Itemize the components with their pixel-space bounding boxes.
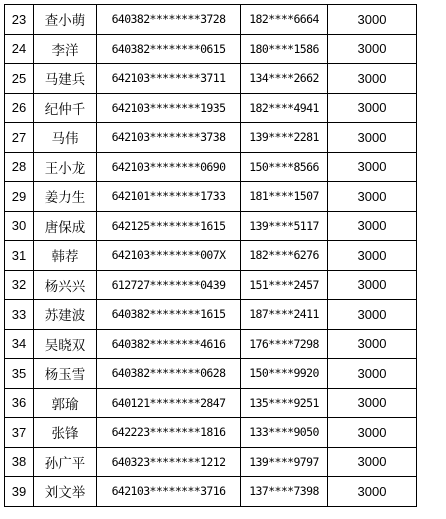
id-number-cell: 642101********1733 [97,182,241,212]
table-row [5,152,417,182]
row-index-cell: 30 [5,211,34,241]
amount-cell: 3000 [328,152,417,182]
name-cell: 吴晓双 [34,329,97,359]
table-row [5,270,417,300]
id-number-cell: 640382********3728 [97,5,241,35]
phone-cell: 182****6276 [241,241,328,271]
id-number-cell: 642223********1816 [97,418,241,448]
id-number-cell: 640382********0615 [97,34,241,64]
amount-cell: 3000 [328,270,417,300]
amount-cell: 3000 [328,64,417,94]
row-index-cell: 37 [5,418,34,448]
name-cell: 张锋 [34,418,97,448]
amount-cell: 3000 [328,300,417,330]
amount-cell: 3000 [328,418,417,448]
name-cell: 杨兴兴 [34,270,97,300]
table-row [5,418,417,448]
name-cell: 王小龙 [34,152,97,182]
table-row [5,5,417,35]
amount-cell: 3000 [328,477,417,507]
id-number-cell: 642103********3738 [97,123,241,153]
recipient-table-body [5,5,417,507]
table-row [5,182,417,212]
phone-cell: 139****5117 [241,211,328,241]
row-index-cell: 34 [5,329,34,359]
row-index-cell: 23 [5,5,34,35]
name-cell: 姜力生 [34,182,97,212]
phone-cell: 182****4941 [241,93,328,123]
table-row [5,123,417,153]
recipient-table [4,4,417,507]
phone-cell: 151****2457 [241,270,328,300]
row-index-cell: 33 [5,300,34,330]
id-number-cell: 640382********4616 [97,329,241,359]
phone-cell: 182****6664 [241,5,328,35]
amount-cell: 3000 [328,5,417,35]
id-number-cell: 642125********1615 [97,211,241,241]
table-row [5,477,417,507]
table-row [5,359,417,389]
phone-cell: 150****8566 [241,152,328,182]
table-row [5,388,417,418]
id-number-cell: 640323********1212 [97,447,241,477]
name-cell: 刘文举 [34,477,97,507]
amount-cell: 3000 [328,329,417,359]
phone-cell: 176****7298 [241,329,328,359]
phone-cell: 180****1586 [241,34,328,64]
amount-cell: 3000 [328,388,417,418]
table-row [5,447,417,477]
table-row [5,329,417,359]
row-index-cell: 27 [5,123,34,153]
id-number-cell: 642103********1935 [97,93,241,123]
phone-cell: 135****9251 [241,388,328,418]
row-index-cell: 29 [5,182,34,212]
name-cell: 马伟 [34,123,97,153]
row-index-cell: 36 [5,388,34,418]
phone-cell: 133****9050 [241,418,328,448]
phone-cell: 137****7398 [241,477,328,507]
amount-cell: 3000 [328,211,417,241]
table-row [5,34,417,64]
id-number-cell: 612727********0439 [97,270,241,300]
name-cell: 孙广平 [34,447,97,477]
row-index-cell: 26 [5,93,34,123]
amount-cell: 3000 [328,241,417,271]
name-cell: 杨玉雪 [34,359,97,389]
name-cell: 马建兵 [34,64,97,94]
amount-cell: 3000 [328,182,417,212]
row-index-cell: 25 [5,64,34,94]
phone-cell: 134****2662 [241,64,328,94]
id-number-cell: 642103********0690 [97,152,241,182]
id-number-cell: 640382********0628 [97,359,241,389]
name-cell: 唐保成 [34,211,97,241]
amount-cell: 3000 [328,123,417,153]
amount-cell: 3000 [328,359,417,389]
name-cell: 郭瑜 [34,388,97,418]
name-cell: 纪仲千 [34,93,97,123]
id-number-cell: 642103********3716 [97,477,241,507]
amount-cell: 3000 [328,93,417,123]
phone-cell: 139****2281 [241,123,328,153]
table-row [5,93,417,123]
table-row [5,241,417,271]
row-index-cell: 24 [5,34,34,64]
row-index-cell: 39 [5,477,34,507]
row-index-cell: 35 [5,359,34,389]
id-number-cell: 640121********2847 [97,388,241,418]
phone-cell: 150****9920 [241,359,328,389]
table-row [5,300,417,330]
table-row [5,64,417,94]
table-row [5,211,417,241]
row-index-cell: 28 [5,152,34,182]
amount-cell: 3000 [328,447,417,477]
name-cell: 查小萌 [34,5,97,35]
name-cell: 李洋 [34,34,97,64]
row-index-cell: 38 [5,447,34,477]
row-index-cell: 32 [5,270,34,300]
id-number-cell: 642103********007X [97,241,241,271]
name-cell: 韩荐 [34,241,97,271]
id-number-cell: 642103********3711 [97,64,241,94]
phone-cell: 139****9797 [241,447,328,477]
phone-cell: 187****2411 [241,300,328,330]
id-number-cell: 640382********1615 [97,300,241,330]
amount-cell: 3000 [328,34,417,64]
name-cell: 苏建波 [34,300,97,330]
phone-cell: 181****1507 [241,182,328,212]
row-index-cell: 31 [5,241,34,271]
